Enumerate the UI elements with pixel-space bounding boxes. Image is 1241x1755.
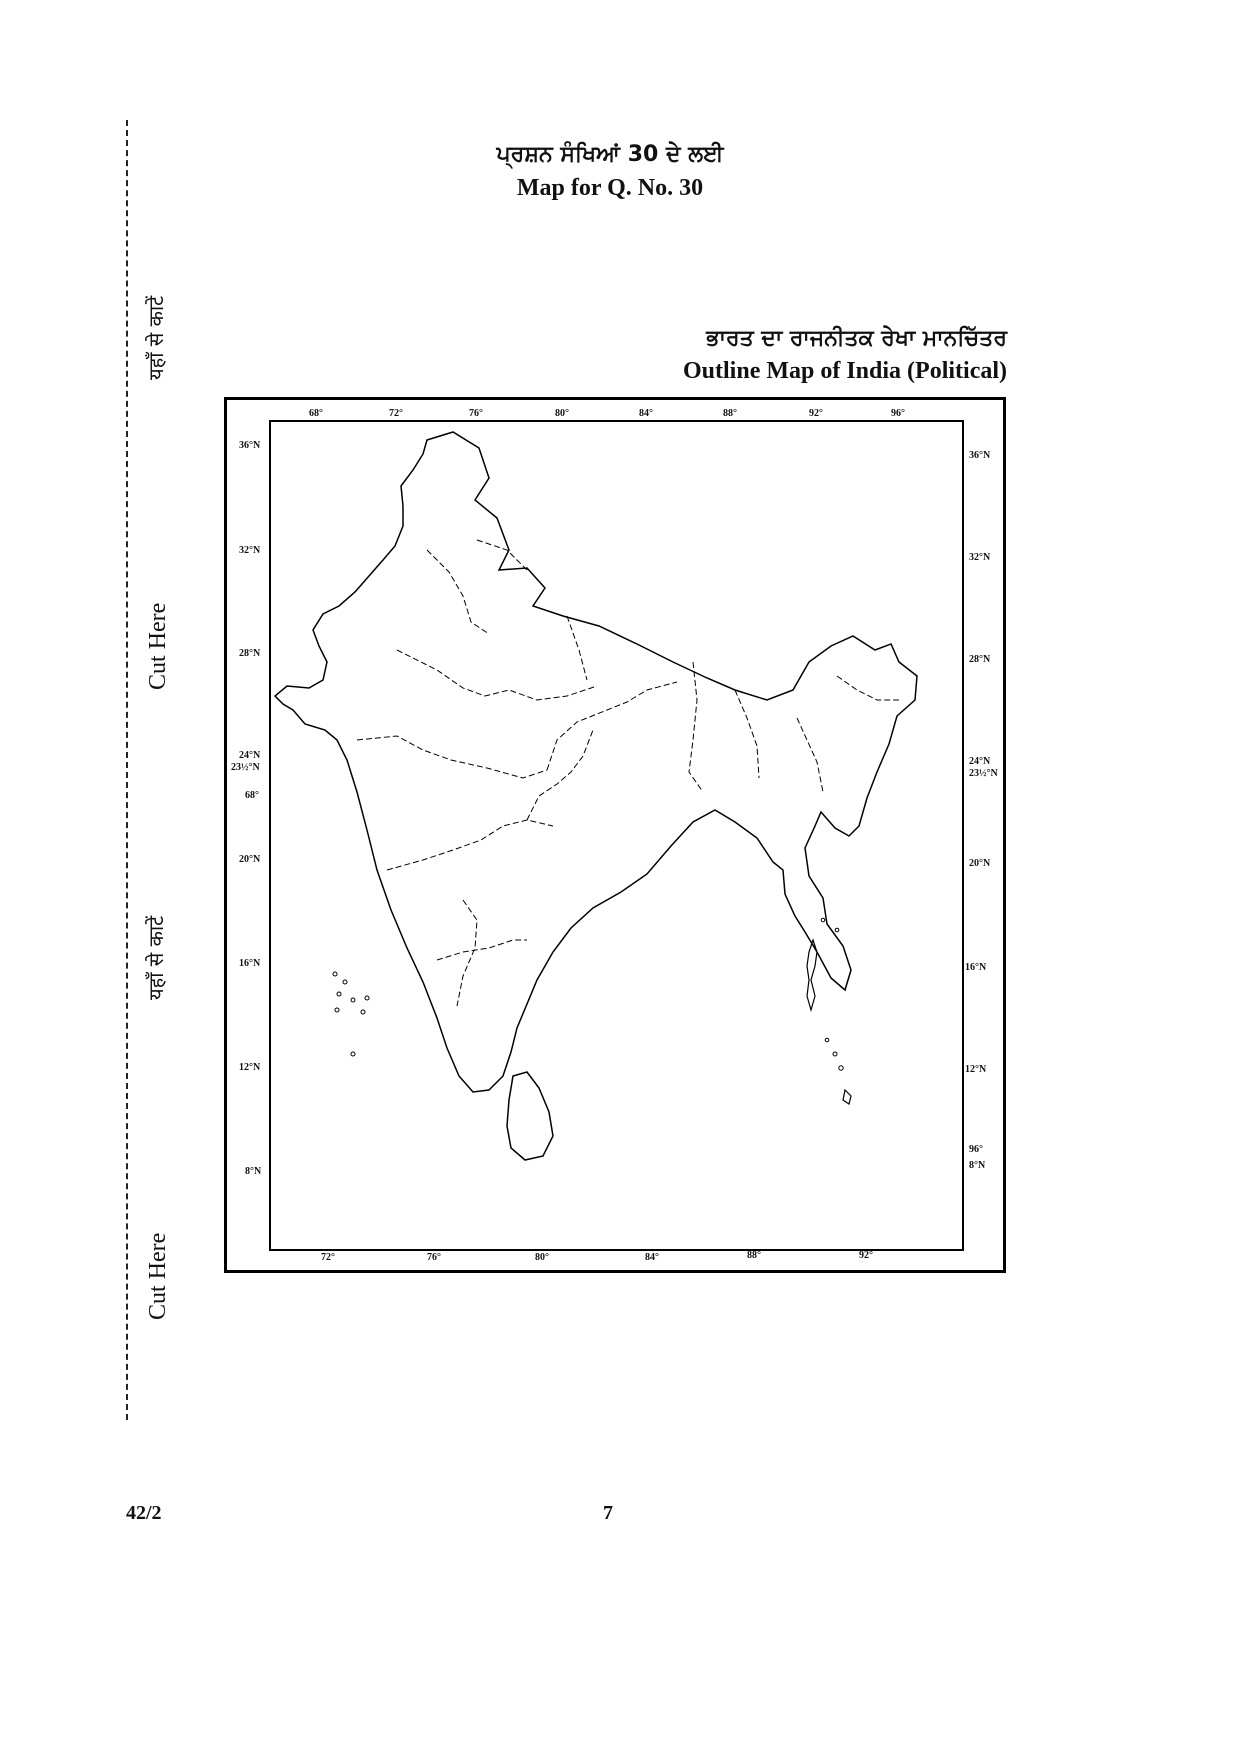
right-tick-36n: 36°N xyxy=(969,450,991,461)
cut-label-hindi: यहाँ से काटें xyxy=(140,916,172,1000)
top-tick-76: 76° xyxy=(469,408,483,419)
right-tick-28n: 28°N xyxy=(969,654,991,665)
question-heading-english: Map for Q. No. 30 xyxy=(516,175,704,201)
cut-label-english: Cut Here xyxy=(140,603,176,690)
left-tick-36n: 36°N xyxy=(239,440,261,451)
cut-label-english: Cut Here xyxy=(140,1233,176,1320)
top-tick-92: 92° xyxy=(809,408,823,419)
top-tick-84: 84° xyxy=(639,408,653,419)
page-number: 7 xyxy=(603,1502,613,1524)
bottom-tick-84: 84° xyxy=(645,1252,659,1263)
left-tick-8n: 8°N xyxy=(245,1166,262,1177)
right-tick-96: 96° xyxy=(969,1144,983,1155)
left-tick-32n: 32°N xyxy=(239,545,261,556)
question-heading-punjabi: ਪ੍ਰਸ਼ਨ ਸੰਖਿਆਂ 30 ਦੇ ਲਈ xyxy=(496,142,724,167)
right-tick-32n: 32°N xyxy=(969,552,991,563)
map-title-punjabi: ਭਾਰਤ ਦਾ ਰਾਜਨੀਤਕ ਰੇਖਾ ਮਾਨਚਿੱਤਰ xyxy=(706,326,1007,351)
top-tick-96: 96° xyxy=(891,408,905,419)
right-tick-23n: 23½°N xyxy=(969,768,998,779)
left-tick-28n: 28°N xyxy=(239,648,261,659)
bottom-tick-72: 72° xyxy=(321,1252,335,1263)
right-tick-16n: 16°N xyxy=(965,962,987,973)
top-tick-68: 68° xyxy=(309,408,323,419)
paper-code: 42/2 xyxy=(126,1502,162,1524)
map-frame xyxy=(224,397,1006,1273)
bottom-tick-92: 92° xyxy=(859,1250,873,1261)
right-tick-8n: 8°N xyxy=(969,1160,986,1171)
right-tick-12n: 12°N xyxy=(965,1064,987,1075)
left-tick-20n: 20°N xyxy=(239,854,261,865)
top-tick-80: 80° xyxy=(555,408,569,419)
top-tick-88: 88° xyxy=(723,408,737,419)
map-title-english: Outline Map of India (Political) xyxy=(683,358,1007,384)
left-tick-23n: 23½°N xyxy=(231,762,260,773)
cut-line xyxy=(126,120,128,1420)
right-tick-24n: 24°N xyxy=(969,756,991,767)
left-tick-12n: 12°N xyxy=(239,1062,261,1073)
left-tick-68: 68° xyxy=(245,790,259,801)
top-tick-72: 72° xyxy=(389,408,403,419)
left-tick-24n: 24°N xyxy=(239,750,261,761)
india-outline-map xyxy=(227,400,1003,1270)
bottom-tick-80: 80° xyxy=(535,1252,549,1263)
right-tick-20n: 20°N xyxy=(969,858,991,869)
bottom-tick-88: 88° xyxy=(747,1250,761,1261)
left-tick-16n: 16°N xyxy=(239,958,261,969)
bottom-tick-76: 76° xyxy=(427,1252,441,1263)
cut-label-hindi: यहाँ से काटें xyxy=(140,296,172,380)
